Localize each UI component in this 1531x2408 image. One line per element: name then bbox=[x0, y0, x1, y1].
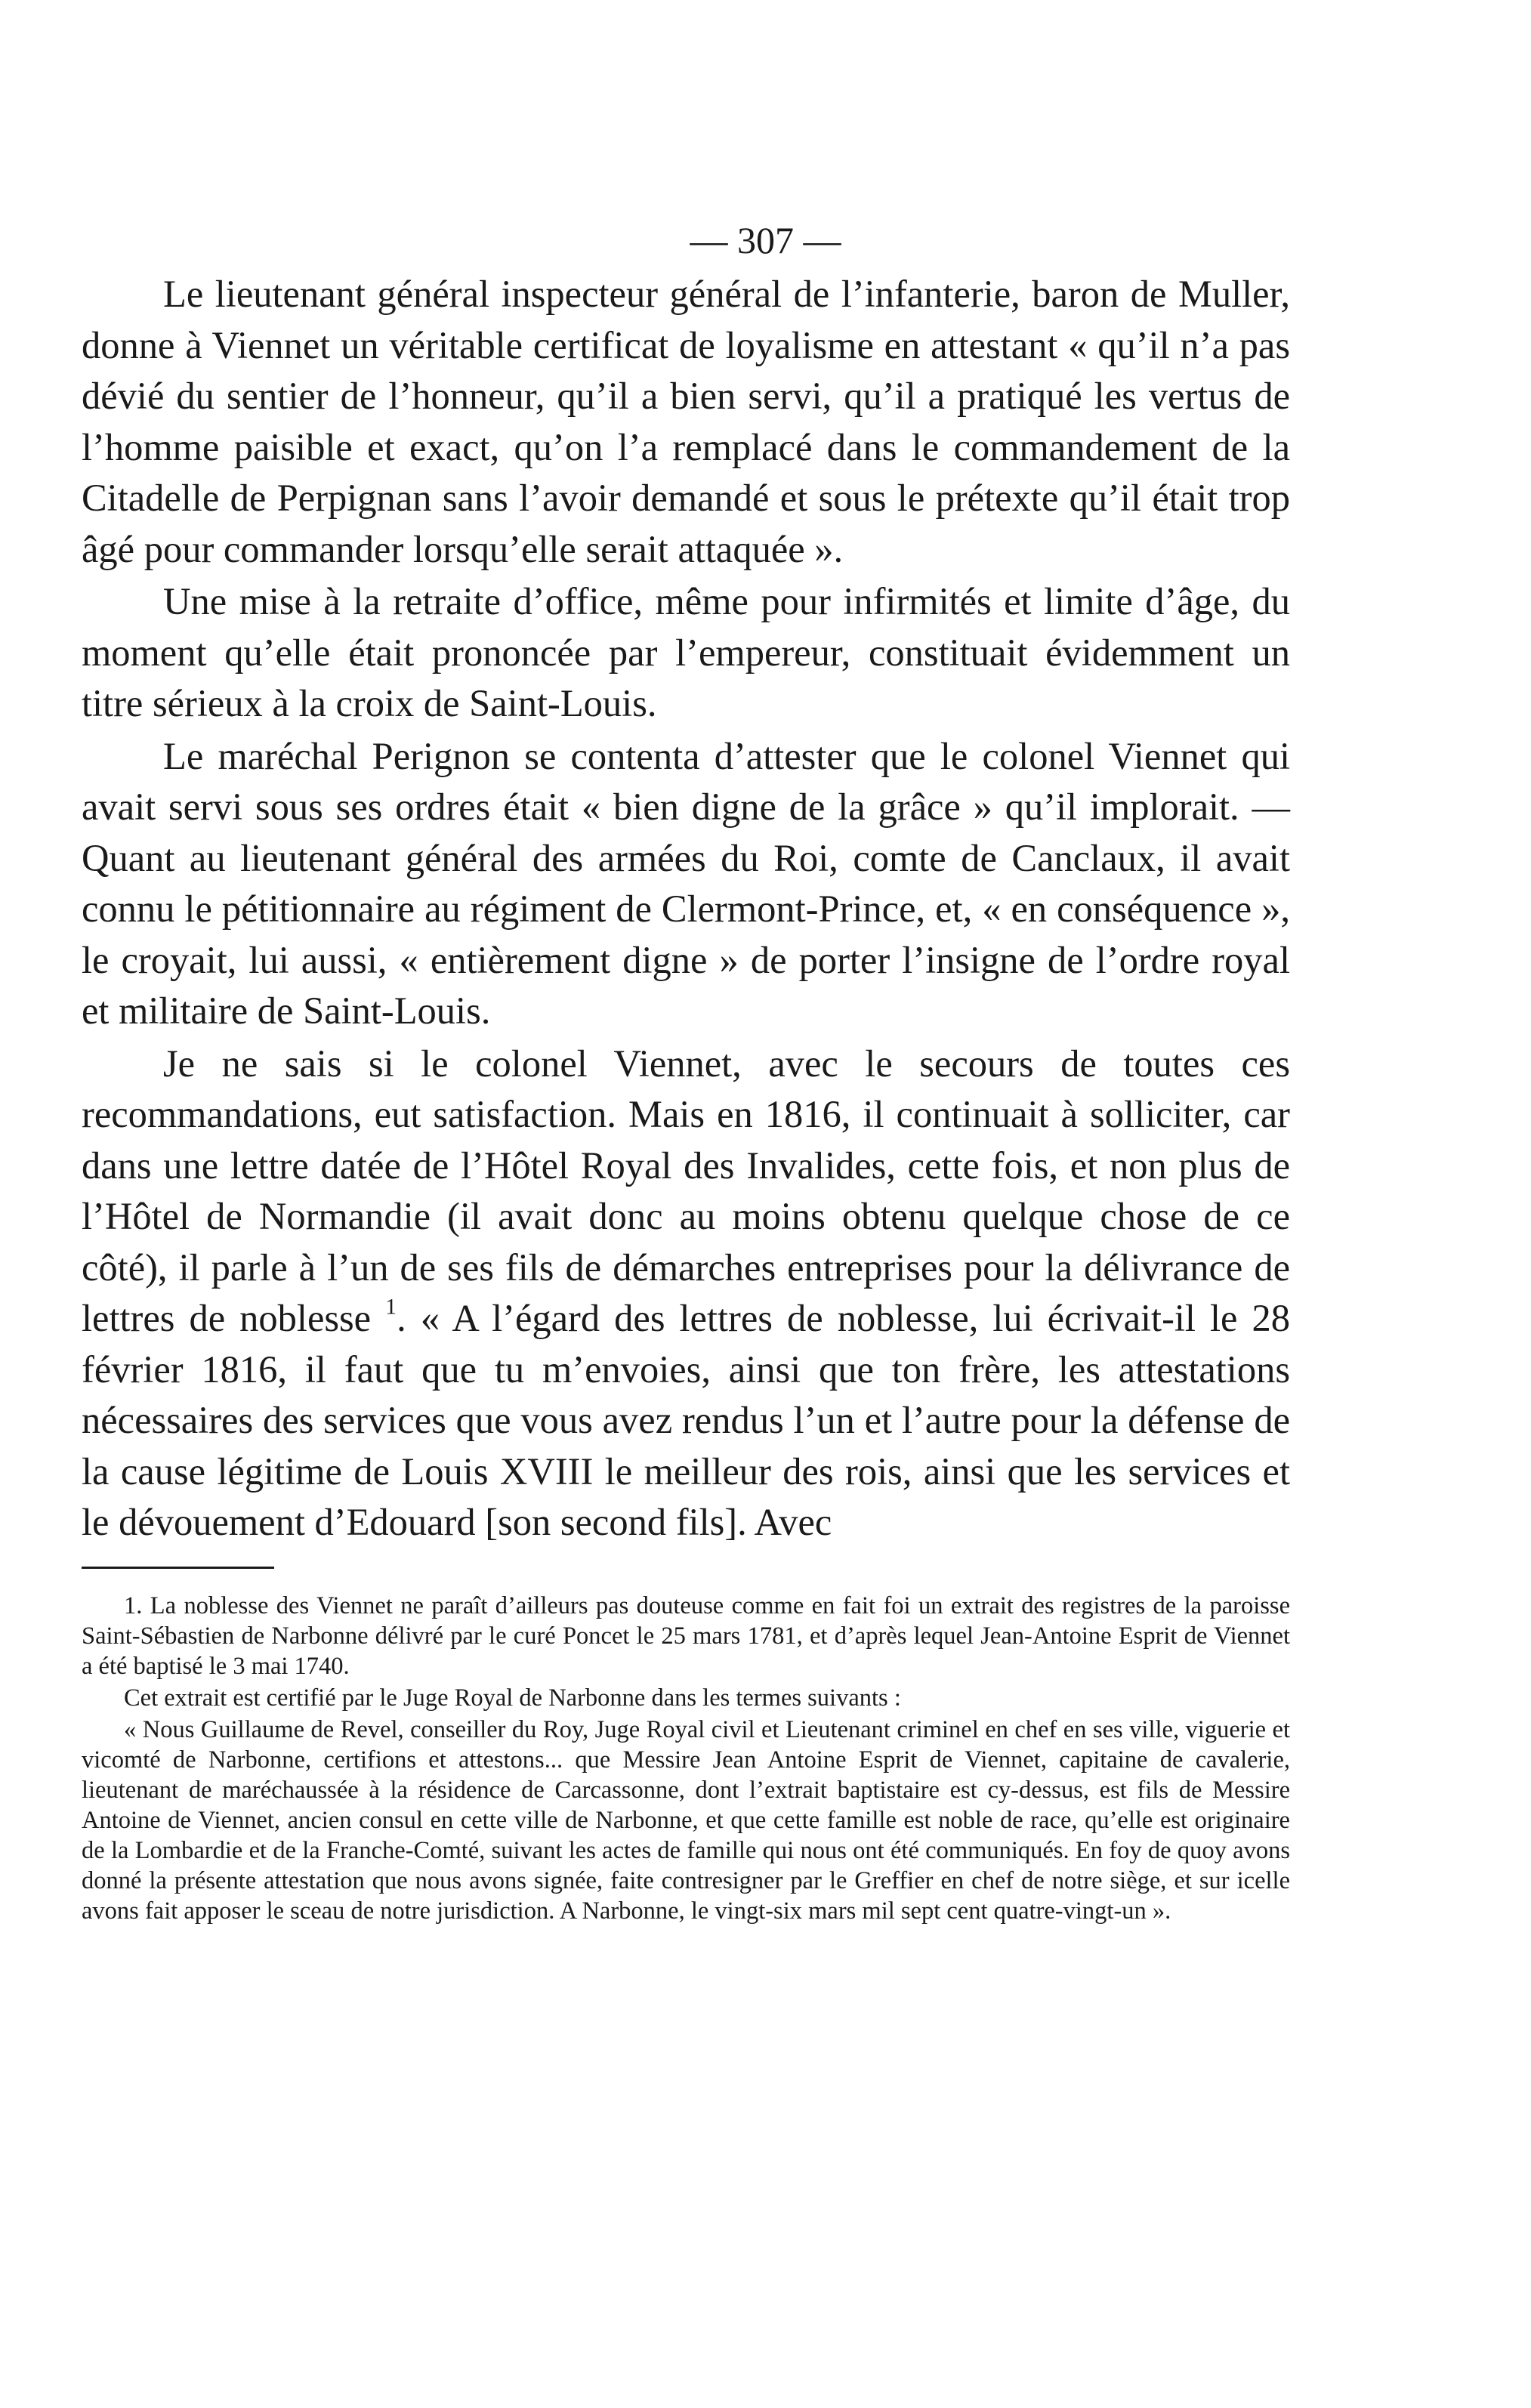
paragraph-text: Je ne sais si le colonel Viennet, avec le secours de toutes ces recommandations, eut satisfaction. Mais en 1816, il continuait à solliciter, car dans une lettre datée de l’Hôtel Royal des Invalides, cette fois, et non plus de l’Hôtel de Normandie (il avait donc au moins obtenu quelque chose de ce côté), il parle à l’un de ses fils de démarches entreprises pour la délivrance de lettres de noblesse bbox=[82, 1042, 1290, 1339]
footnote: Cet extrait est certifié par le Juge Royal de Narbonne dans les termes suivants : bbox=[124, 1684, 901, 1712]
paragraph-text: . « A l’égard des lettres de noblesse, lui écrivait-il le 28 février 1816, il faut que tu m’envoies, ainsi que ton frère, les attestations nécessaires des services que vous avez rendus l’un et l’autre pour la défense de la cause légitime de Louis XVIII le meilleur des rois, ainsi que les services et le dévouement d’Edouard [son second fils]. Avec bbox=[82, 1297, 1291, 1543]
footnote: « Nous Guillaume de Revel, conseiller du Roy, Juge Royal civil et Lieutenant criminel en chef en ses ville, viguerie et vicomté de Narbonne, certifions et attestons... que Messire Jean Antoine Esprit de Viennet, capitaine de cavalerie, lieutenant de maréchaussée à la résidence de Carcassonne, dont l’extrait baptistaire est cy-dessus, est fils de Messire Antoine de Viennet, ancien consul en cette ville de Narbonne, et que cette famille est noble de race, qu’elle est originaire de la Lombardie et de la Franche-Comté, suivant les actes de famille qui nous ont été communiqués. En foy de quoy avons donné la présente attestation que nous avons signée, faite contresigner par le Greffier en chef de notre siège, et sur icelle avons fait apposer le sceau de notre jurisdiction. A Narbonne, le vingt-six mars mil sept cent quatre-vingt-un ». bbox=[82, 1716, 1290, 1925]
footnote-separator bbox=[82, 1567, 274, 1569]
footnote-reference[interactable]: 1 bbox=[385, 1294, 397, 1320]
paragraph: Le lieutenant général inspecteur général de l’infanterie, baron de Muller, donne à Viennet un véritable certificat de loyalisme en attestant « qu’il n’a pas dévié du sentier de l’honneur, qu’il a bien servi, qu’il a pratiqué les vertus de l’homme paisible et exact, qu’on l’a remplacé dans le commandement de la Citadelle de Perpignan sans l’avoir demandé et sous le prétexte qu’il était trop âgé pour commander lorsqu’elle serait attaquée ». bbox=[82, 273, 1290, 570]
main-text bbox=[82, 269, 1290, 1548]
footnotes bbox=[82, 1591, 1290, 1926]
paragraph: Le maréchal Perignon se contenta d’attester que le colonel Viennet qui avait servi sous ses ordres était « bien digne de la grâce » qu’il implorait. — Quant au lieutenant général des armées du Roi, comte de Canclaux, il avait connu le pétitionnaire au régiment de Clermont-Prince, et, « en conséquence », le croyait, lui aussi, « entièrement digne » de porter l’insigne de l’ordre royal et militaire de Saint-Louis. bbox=[82, 734, 1290, 1032]
paragraph: Une mise à la retraite d’office, même pour infirmités et limite d’âge, du moment qu’elle était prononcée par l’empereur, constituait évidemment un titre sérieux à la croix de Saint-Louis. bbox=[82, 580, 1290, 724]
paragraph bbox=[82, 1039, 1290, 1548]
page-number: — 307 — bbox=[690, 219, 841, 261]
footnote: 1. La noblesse des Viennet ne paraît d’ailleurs pas douteuse comme en fait foi un extrait des registres de la paroisse Saint-Sébastien de Narbonne délivré par le curé Poncet le 25 mars 1781, et d’après lequel Jean-Antoine Esprit de Viennet a été baptisé le 3 mai 1740. bbox=[82, 1592, 1290, 1680]
